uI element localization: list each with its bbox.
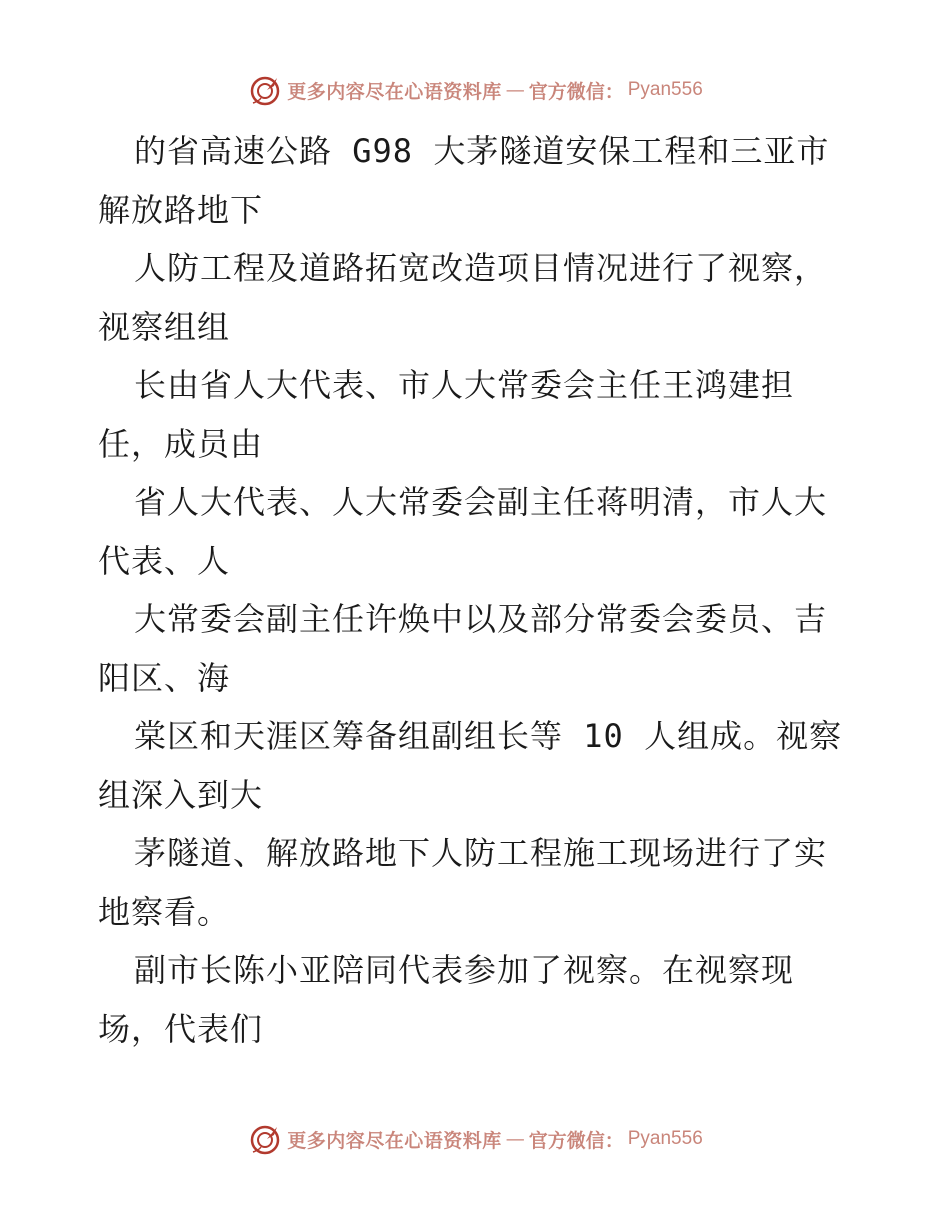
text-line: 组深入到大 <box>98 775 264 814</box>
text-line: 解放路地下 <box>98 190 264 229</box>
watermark-dash: — <box>505 79 525 101</box>
text-line: 省人大代表、人大常委会副主任蒋明清，市人大 <box>134 483 828 521</box>
text-line: 视察组组 <box>98 307 231 346</box>
watermark-brand: 更多内容尽在心语资料库 <box>287 1129 502 1152</box>
text-line: 代表、人 <box>98 541 231 580</box>
text-line: 长由省人大代表、市人大常委会主任王鸿建担 <box>134 366 795 404</box>
watermark-brand: 更多内容尽在心语资料库 <box>287 80 502 103</box>
text-line: 任，成员由 <box>98 424 264 463</box>
watermark-label: 官方微信： <box>528 1129 624 1152</box>
watermark-dash: — <box>505 1128 525 1150</box>
text-line: 的省高速公路 G98 大茅隧道安保工程和三亚市 <box>134 132 830 170</box>
footer-watermark <box>0 1119 950 1159</box>
text-line: 棠区和天涯区筹备组副组长等 10 人组成。视察 <box>134 717 843 755</box>
text-line: 茅隧道、解放路地下人防工程施工现场进行了实 <box>134 834 828 872</box>
text-line: 地察看。 <box>98 892 231 931</box>
watermark-label: 官方微信： <box>528 80 624 103</box>
text-line: 副市长陈小亚陪同代表参加了视察。在视察现 <box>134 951 795 989</box>
watermark-account: Pyan556 <box>627 79 703 100</box>
text-line: 大常委会副主任许焕中以及部分常委会委员、吉 <box>134 600 828 638</box>
quill-logo-icon <box>247 1121 283 1157</box>
body-text <box>98 122 868 1058</box>
quill-logo-icon <box>247 72 283 108</box>
watermark-account: Pyan556 <box>627 1128 703 1149</box>
header-watermark <box>0 70 950 110</box>
text-line: 阳区、海 <box>98 658 231 697</box>
text-line: 场，代表们 <box>98 1009 264 1048</box>
text-line: 人防工程及道路拓宽改造项目情况进行了视察， <box>134 249 828 287</box>
